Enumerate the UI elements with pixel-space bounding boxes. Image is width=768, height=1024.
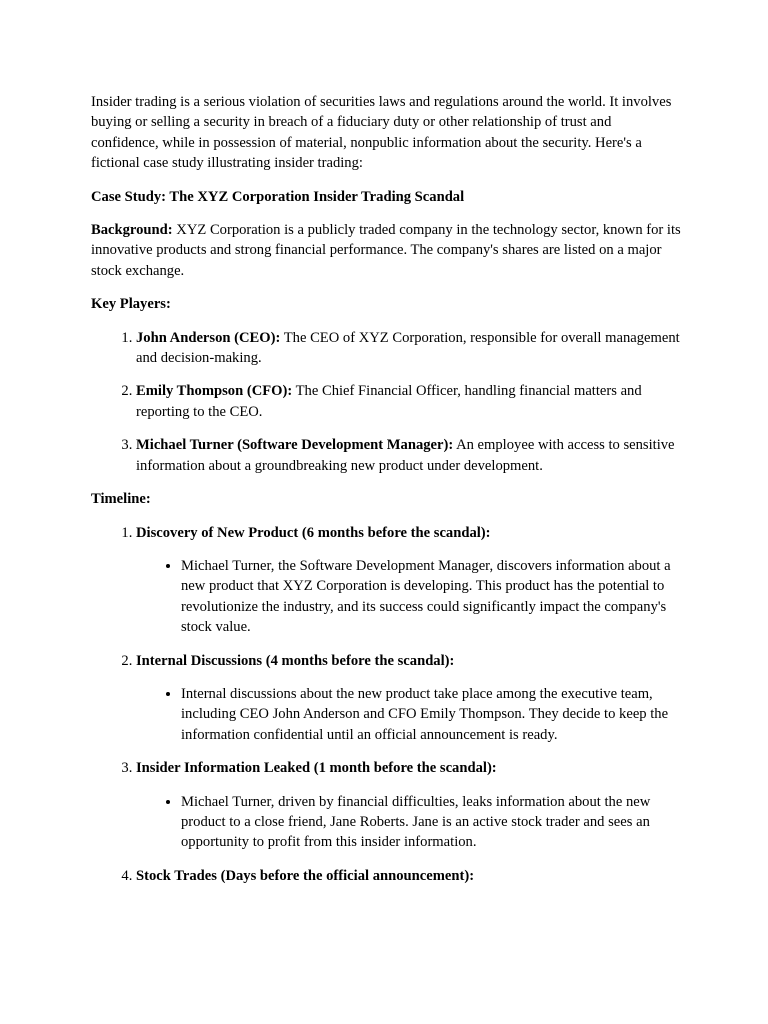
- timeline-bullet: • Michael Turner, driven by financial difficulties, leaks information about the new product to a close friend, Jane Roberts. Jane is an active stock trader and sees an opportunity to profit from this insider information.: [181, 792, 681, 853]
- timeline-item: [136, 523, 681, 638]
- intro-paragraph: Insider trading is a serious violation of securities laws and regulations around the world. It involves buying or selling a security in breach of a fiduciary duty or other relationship of trust and confidence, while in possession of material, nonpublic information about the security. Here's a fictional case study illustrating insider trading:: [91, 94, 672, 172]
- timeline-item-title: Insider Information Leaked (1 month before the scandal):: [136, 760, 497, 777]
- key-player-description: The CEO of XYZ Corporation, responsible for overall management and decision-making.: [136, 329, 680, 367]
- timeline-item-bullets: [136, 556, 681, 638]
- key-players-heading: [91, 294, 681, 314]
- timeline-bullet: • Internal discussions about the new product take place among the executive team, including CEO John Anderson and CFO Emily Thompson. They decide to keep the information confidential until an official announcement is ready.: [181, 684, 681, 745]
- timeline-bullet: • Michael Turner, the Software Development Manager, discovers information about a new product that XYZ Corporation is developing. This product has the potential to revolutionize the industry, and its success could significantly impact the company's stock value.: [181, 556, 681, 638]
- timeline-heading-text: Timeline:: [91, 491, 151, 508]
- key-player-name: John Anderson (CEO):: [136, 329, 281, 346]
- document-page: [91, 92, 681, 899]
- timeline-item: [136, 651, 681, 746]
- key-player-item: [136, 381, 681, 422]
- timeline-item: [136, 758, 681, 853]
- timeline-item-bullets: [136, 792, 681, 853]
- background-label: Background:: [91, 222, 173, 239]
- timeline-item-title: Stock Trades (Days before the official announcement):: [136, 867, 475, 884]
- key-player-item: [136, 328, 681, 369]
- case-study-title-text: Case Study: The XYZ Corporation Insider Trading Scandal: [91, 188, 465, 205]
- case-study-title: [91, 187, 681, 207]
- key-player-description: An employee with access to sensitive information about a groundbreaking new product under development.: [136, 437, 675, 474]
- key-players-heading-text: Key Players:: [91, 296, 171, 313]
- key-player-name: Emily Thompson (CFO):: [136, 383, 293, 400]
- key-player-item: [136, 435, 681, 476]
- background-paragraph: [91, 220, 681, 281]
- background-text: XYZ Corporation is a publicly traded company in the technology sector, known for its innovative products and strong financial performance. The company's shares are listed on a major stock exchange.: [91, 222, 681, 279]
- timeline-item: [136, 866, 681, 886]
- key-players-list: [91, 328, 681, 476]
- key-player-description: The Chief Financial Officer, handling financial matters and reporting to the CEO.: [136, 383, 642, 420]
- key-player-name: Michael Turner (Software Development Manager):: [136, 437, 454, 454]
- timeline-heading: [91, 489, 681, 509]
- timeline-item-title: Internal Discussions (4 months before the scandal):: [136, 652, 455, 669]
- timeline-list: [91, 523, 681, 887]
- timeline-item-title: Discovery of New Product (6 months before the scandal):: [136, 524, 491, 541]
- timeline-item-bullets: [136, 684, 681, 745]
